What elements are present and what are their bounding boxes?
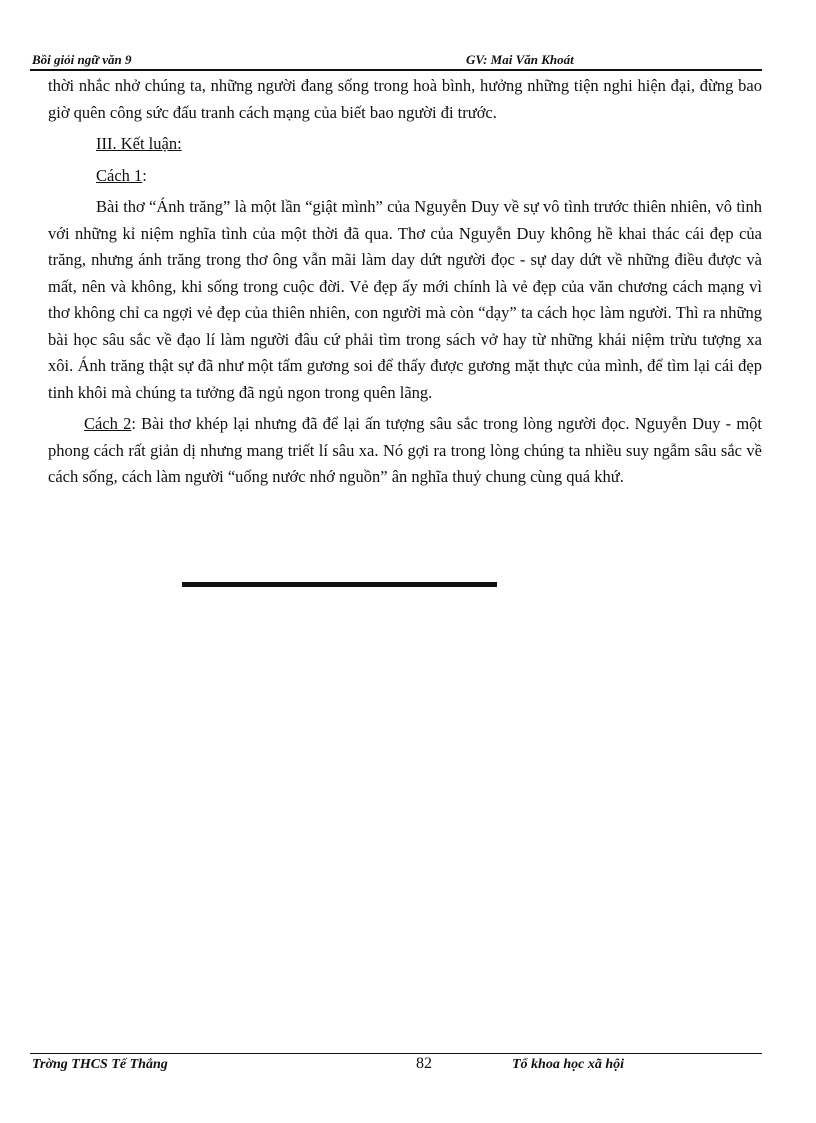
footer-department: Tổ khoa học xã hội [512,1057,625,1072]
header-teacher: GV: Mai Văn Khoát [466,52,574,67]
cach1-label: Cách 1 [96,165,143,185]
page-footer [30,1057,762,1077]
header-rule [30,69,762,71]
page-number: 82 [416,1055,432,1072]
intro-paragraph: thời nhắc nhở chúng ta, những người đang sống trong hoà bình, hưởng những tiện nghi hiện đại, đừng bao giờ quên công sức đấu tranh cách mạng của biết bao người đi trước. [48,76,762,122]
document-body [48,73,762,491]
section-heading: III. Kết luận: [96,134,182,153]
cach2-text: Bài thơ khép lại nhưng đã để lại ấn tượng sâu sắc trong lòng người đọc. Nguyễn Duy - một phong cách rất giản dị nhưng mang triết lí sâu xa. Nó gợi ra trong lòng chúng ta nhiều suy ngẫm sâu sắc về cách sống, cách làm người “uống nước nhớ nguồn” ân nghĩa thuỷ chung cùng quá khứ. [48,414,762,486]
header-subject: Bồi giỏi ngữ văn 9 [32,52,132,67]
page-header [32,52,762,70]
cach2-label: Cách 2 [84,414,132,433]
cach2-paragraph: Cách 2: Bài thơ khép lại nhưng đã để lại ấn tượng sâu sắc trong lòng người đọc. Nguyễn Duy - một phong cách rất giản dị nhưng mang triết lí sâu xa. Nó gợi ra trong lòng chúng ta nhiều suy ngẫm sâu sắc về cách sống, cách làm người “uống nước nhớ nguồn” ân nghĩa thuỷ chung cùng quá khứ. [48,414,762,486]
cach1-paragraph: Bài thơ “Ánh trăng” là một lần “giật mình” của Nguyễn Duy về sự vô tình trước thiên nhiên, vô tình với những kỉ niệm nghĩa tình của một thời đã qua. Thơ của Nguyễn Duy không hề khai thác cái đẹp của trăng, nhưng ánh trăng trong thơ ông vẫn mãi làm day dứt người đọc - sự day dứt về những điều được và mất, nên và không, khi sống trong cuộc đời. Vẻ đẹp ấy mới chính là vẻ đẹp của văn chương cách mạng vì thơ không chỉ ca ngợi vẻ đẹp của thiên nhiên, con người mà còn “dạy” ta cách học làm người. Thì ra những bài học sâu sắc về đạo lí làm người đâu cứ phải tìm trong sách vở hay từ những khái niệm trừu tượng xa xôi. Ánh trăng thật sự đã như một tấm gương soi để thấy được gương mặt thực của mình, để tìm lại cái đẹp tinh khôi mà chúng ta tưởng đã ngủ ngon trong quên lãng. [48,197,762,402]
end-divider [182,582,497,587]
footer-rule [30,1053,762,1054]
footer-school: Trờng THCS Tế Thắng [32,1057,168,1072]
cach1-heading: Cách 1: [96,165,147,185]
